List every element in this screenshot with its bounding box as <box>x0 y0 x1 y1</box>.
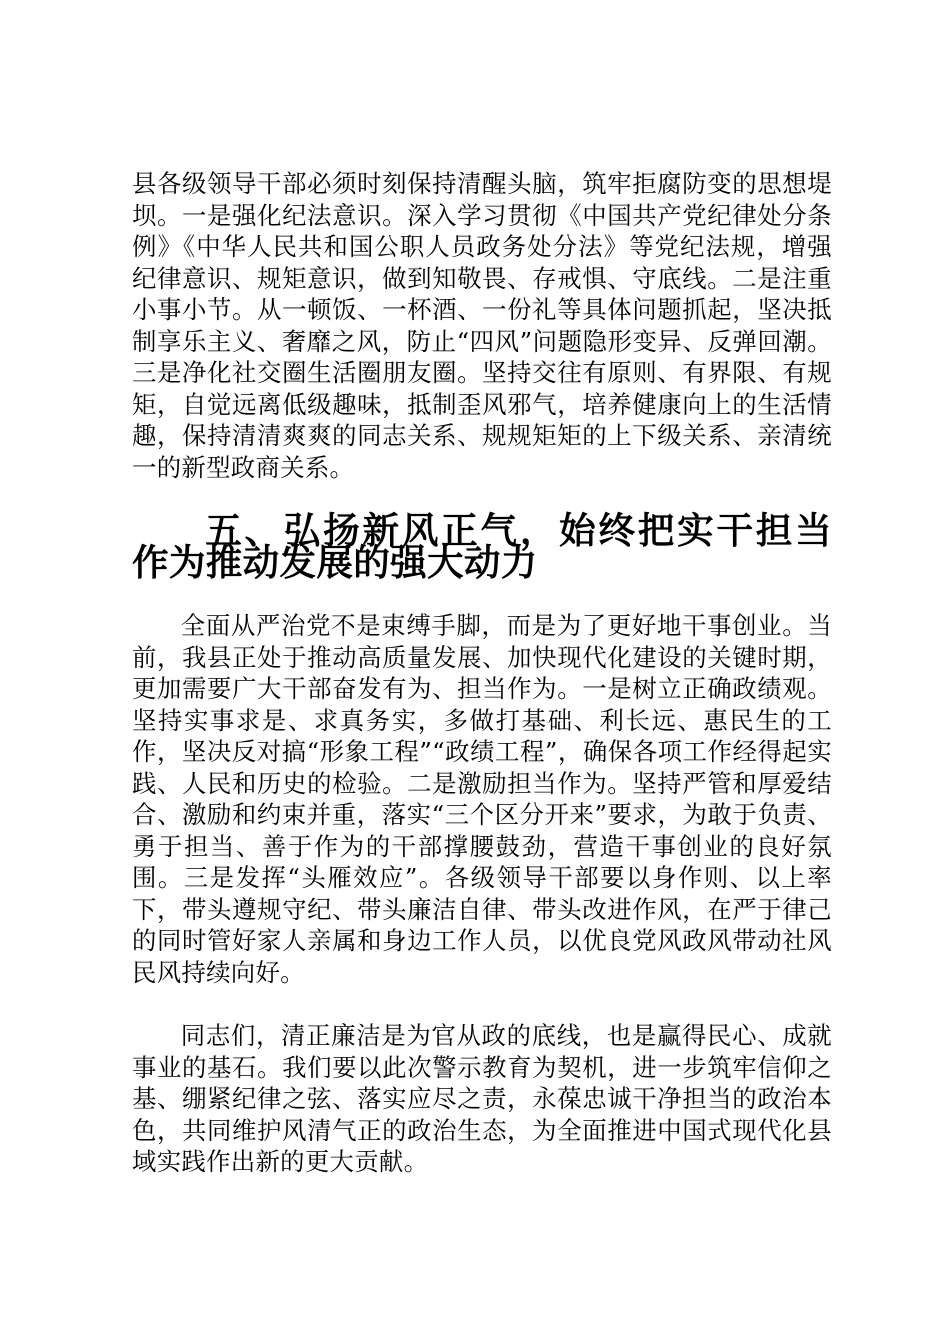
document-page <box>132 168 832 1178</box>
paragraph-closing: 同志们，清正廉洁是为官从政的底线，也是赢得民心、成就事业的基石。我们要以此次警示教育为契机，进一步筑牢信仰之基、绷紧纪律之弦、落实应尽之责，永葆忠诚干净担当的政治本色，共同维护风清气正的政治生态，为全面推进中国式现代化县域实践作出新的更大贡献。 <box>132 1021 832 1176</box>
section-heading-5: 五、弘扬新风正气，始终把实干担当作为推动发展的强大动力 <box>132 509 832 584</box>
paragraph-continued: 县各级领导干部必须时刻保持清醒头脑，筑牢拒腐防变的思想堤坝。一是强化纪法意识。深入学习贯彻《中国共产党纪律处分条例》《中华人民共和国公职人员政务处分法》等党纪法规，增强纪律意识、规矩意识，做到知敬畏、存戒惧、守底线。二是注重小事小节。从一顿饭、一杯酒、一份礼等具体问题抓起，坚决抵制享乐主义、奢靡之风，防止“四风”问题隐形变异、反弹回潮。三是净化社交圈生活圈朋友圈。坚持交往有原则、有界限、有规矩，自觉远离低级趣味，抵制歪风邪气，培养健康向上的生活情趣，保持清清爽爽的同志关系、规规矩矩的上下级关系、亲清统一的新型政商关系。 <box>132 169 832 482</box>
paragraph-section-5: 全面从严治党不是束缚手脚，而是为了更好地干事创业。当前，我县正处于推动高质量发展、加快现代化建设的关键时期，更加需要广大干部奋发有为、担当作为。一是树立正确政绩观。坚持实事求是、求真务实，多做打基础、利长远、惠民生的工作，坚决反对搞“形象工程”“政绩工程”，确保各项工作经得起实践、人民和历史的检验。二是激励担当作为。坚持严管和厚爱结合、激励和约束并重，落实“三个区分开来”要求，为敢于负责、勇于担当、善于作为的干部撑腰鼓劲，营造干事创业的良好氛围。三是发挥“头雁效应”。各级领导干部要以身作则、以上率下，带头遵规守纪、带头廉洁自律、带头改进作风，在严于律己的同时管好家人亲属和身边工作人员，以优良党风政风带动社风民风持续向好。 <box>132 611 832 987</box>
